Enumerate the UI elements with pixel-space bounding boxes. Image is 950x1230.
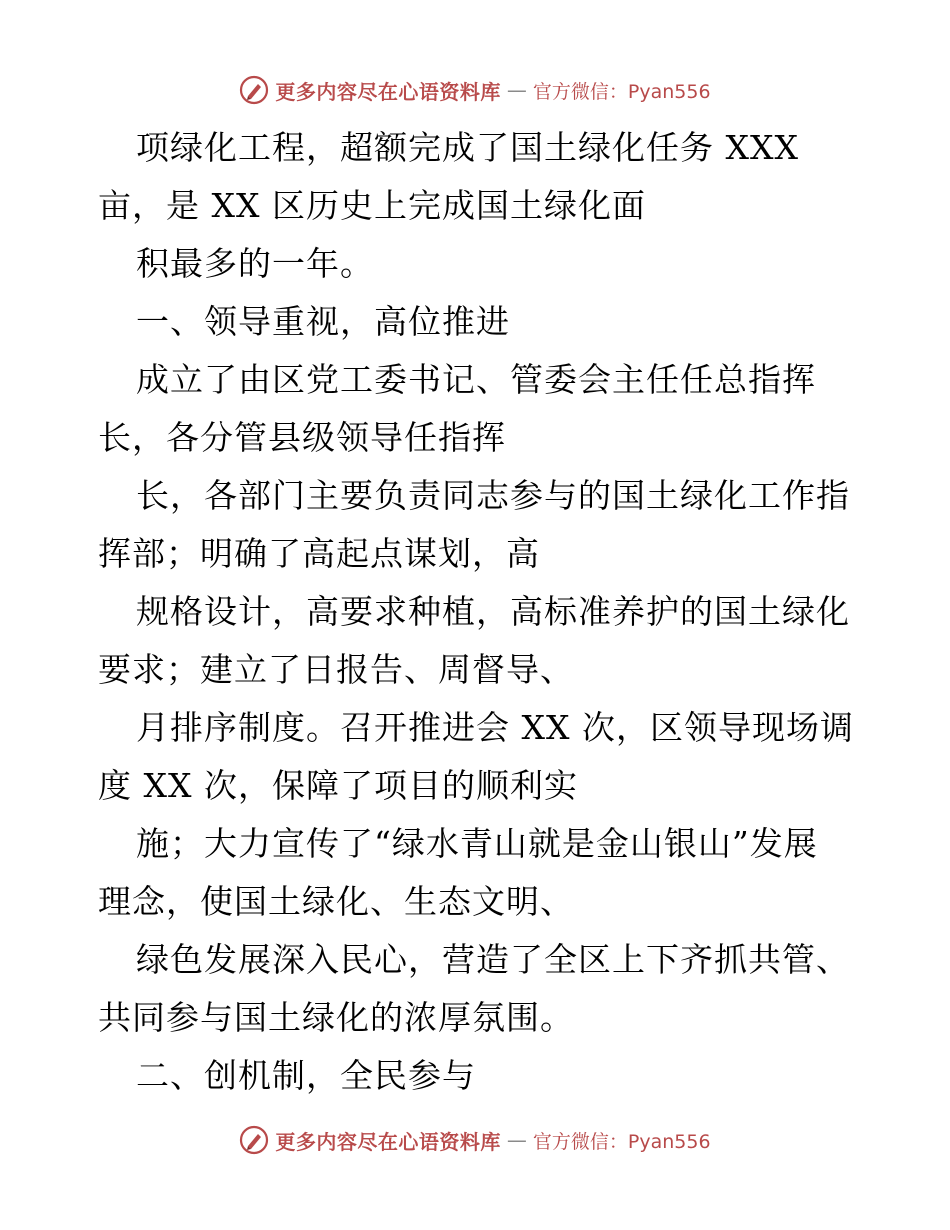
text-line: 项绿化工程，超额完成了国土绿化任务 XXX — [136, 128, 799, 167]
text-line: 要求；建立了日报告、周督导、 — [98, 650, 574, 689]
text-line: 长，各分管县级领导任指挥 — [98, 418, 506, 457]
text-line: 长，各部门主要负责同志参与的国土绿化工作指 — [136, 476, 850, 515]
watermark-main-text: 更多内容尽在心语资料库 — [275, 79, 501, 104]
watermark-main-text: 更多内容尽在心语资料库 — [275, 1129, 501, 1154]
text-line: 度 XX 次，保障了项目的顺利实 — [98, 766, 578, 805]
text-line: 理念，使国土绿化、生态文明、 — [98, 882, 574, 921]
text-line: 绿色发展深入民心，营造了全区上下齐抓共管、 — [136, 940, 850, 979]
text-line: 施；大力宣传了“绿水青山就是金山银山”发展 — [136, 824, 818, 863]
watermark-wechat-text: 官方微信：Pyan556 — [532, 1130, 711, 1153]
text-line: 共同参与国土绿化的浓厚氛围。 — [98, 998, 574, 1037]
watermark-dash: — — [506, 78, 527, 102]
text-line: 月排序制度。召开推进会 XX 次，区领导现场调 — [136, 708, 854, 747]
text-line: 积最多的一年。 — [136, 244, 374, 283]
section-heading: 二、创机制，全民参与 — [136, 1056, 476, 1095]
watermark-dash: — — [506, 1128, 527, 1152]
pen-logo-icon — [239, 75, 269, 105]
text-line: 亩，是 XX 区历史上完成国土绿化面 — [98, 186, 646, 225]
text-line: 挥部；明确了高起点谋划，高 — [98, 534, 540, 573]
watermark-wechat-text: 官方微信：Pyan556 — [532, 80, 711, 103]
text-line: 规格设计，高要求种植，高标准养护的国土绿化 — [136, 592, 850, 631]
header-watermark — [0, 70, 950, 110]
pen-logo-icon — [239, 1125, 269, 1155]
text-line: 成立了由区党工委书记、管委会主任任总指挥 — [136, 360, 816, 399]
footer-watermark — [0, 1120, 950, 1160]
section-heading: 一、领导重视，高位推进 — [136, 302, 510, 341]
